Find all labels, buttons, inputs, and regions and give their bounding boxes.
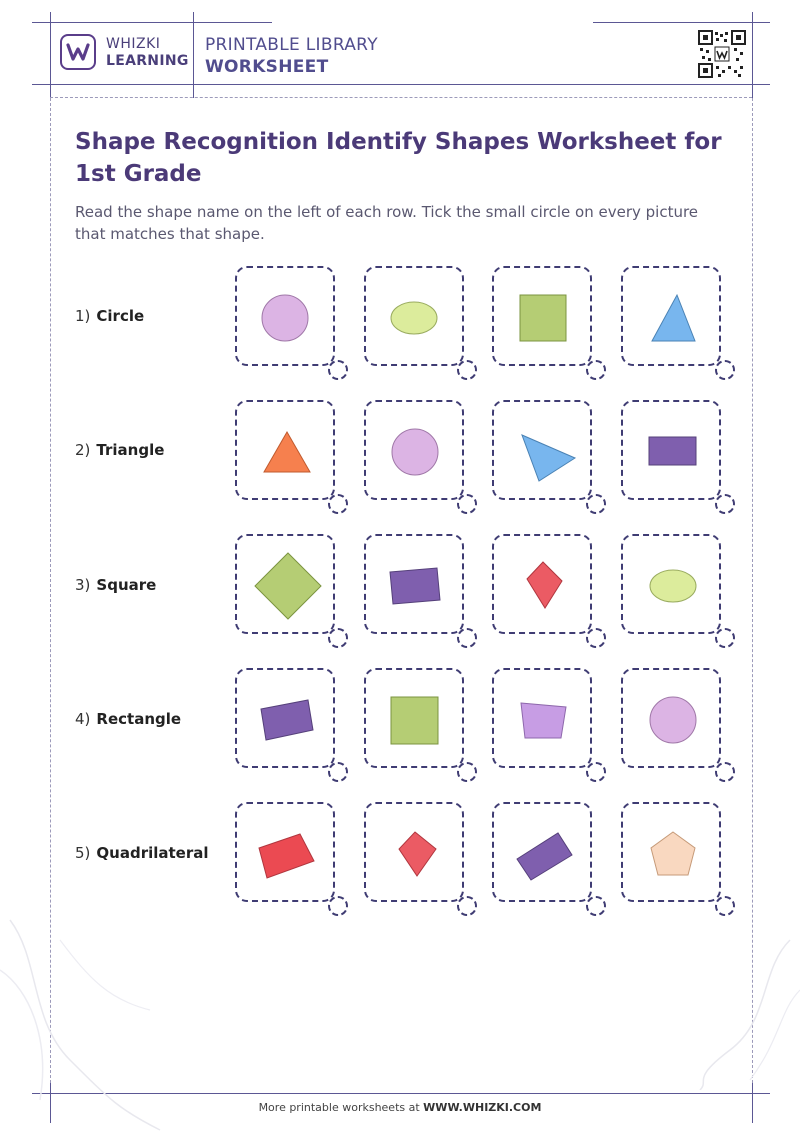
row-number: 2): [75, 441, 91, 459]
row-number: 5): [75, 844, 91, 862]
row-number: 3): [75, 576, 91, 594]
shape-card: [235, 802, 335, 902]
circle-shape-icon: [237, 268, 337, 368]
rectangle-shape-icon: [623, 402, 723, 502]
circle-shape-icon: [366, 402, 466, 502]
shape-card: [492, 266, 592, 366]
shape-card: [235, 266, 335, 366]
w-logo-icon: [60, 34, 96, 70]
footer-site-link[interactable]: WWW.WHIZKI.COM: [423, 1101, 542, 1114]
triangle-shape-icon: [237, 402, 337, 502]
square-shape-icon: [366, 670, 466, 770]
tick-circle[interactable]: [586, 896, 606, 916]
tick-circle[interactable]: [328, 360, 348, 380]
rectangle-shape-icon: [237, 670, 337, 770]
tick-circle[interactable]: [457, 360, 477, 380]
shape-card: [364, 668, 464, 768]
qr-code-icon: [698, 30, 746, 78]
tick-circle[interactable]: [457, 896, 477, 916]
shape-card: [621, 668, 721, 768]
top-dashed-border: [50, 97, 752, 98]
page-title: Shape Recognition Identify Shapes Worksheet for 1st Grade: [75, 129, 722, 187]
triangle-shape-icon: [623, 268, 723, 368]
row-shape-name: Quadrilateral: [96, 844, 209, 862]
tick-circle[interactable]: [715, 360, 735, 380]
tick-circle[interactable]: [328, 494, 348, 514]
circle-shape-icon: [623, 670, 723, 770]
header-right-vertical: [752, 12, 753, 98]
library-label: PRINTABLE LIBRARY: [205, 35, 378, 55]
tick-circle[interactable]: [457, 762, 477, 782]
tick-circle[interactable]: [715, 494, 735, 514]
tick-circle[interactable]: [457, 628, 477, 648]
instructions-text: Read the shape name on the left of each row. Tick the small circle on every picture that matches that shape.: [75, 203, 699, 243]
tick-circle[interactable]: [715, 896, 735, 916]
tick-circle[interactable]: [328, 628, 348, 648]
header-top-line: [32, 22, 272, 23]
kite-shape-icon: [366, 804, 466, 904]
shape-card: [621, 400, 721, 500]
tick-circle[interactable]: [457, 494, 477, 514]
shape-card: [235, 400, 335, 500]
shape-card: [621, 266, 721, 366]
pentagon-shape-icon: [623, 804, 723, 904]
square-shape-icon: [237, 536, 337, 636]
shape-card: [621, 534, 721, 634]
shape-card: [364, 534, 464, 634]
header-top-line-right: [593, 22, 770, 23]
square-shape-icon: [494, 268, 594, 368]
tick-circle[interactable]: [586, 494, 606, 514]
tick-circle[interactable]: [715, 628, 735, 648]
tick-circle[interactable]: [328, 896, 348, 916]
shape-card: [492, 802, 592, 902]
shape-card: [235, 668, 335, 768]
shape-card: [364, 400, 464, 500]
worksheet-label: WORKSHEET: [205, 57, 329, 77]
brand-name-line2: LEARNING: [106, 53, 189, 69]
triangle-shape-icon: [494, 402, 594, 502]
shape-card: [492, 534, 592, 634]
tick-circle[interactable]: [328, 762, 348, 782]
row-label: [75, 576, 156, 594]
quadrilateral-shape-icon: [237, 804, 337, 904]
row-shape-name: Square: [96, 576, 157, 594]
row-number: 4): [75, 710, 91, 728]
row-shape-name: Triangle: [96, 441, 165, 459]
tick-circle[interactable]: [586, 628, 606, 648]
shape-card: [492, 668, 592, 768]
rectangle-shape-icon: [494, 804, 594, 904]
tick-circle[interactable]: [715, 762, 735, 782]
header-divider-vertical: [193, 12, 194, 98]
header-left-vertical: [50, 12, 51, 98]
row-label: [75, 710, 181, 728]
background-doodle-icon: [0, 900, 180, 1132]
footer-prefix: More printable worksheets at: [258, 1101, 420, 1114]
tick-circle[interactable]: [586, 762, 606, 782]
tick-circle[interactable]: [586, 360, 606, 380]
footer-text: [0, 1101, 800, 1114]
row-label: [75, 307, 144, 325]
brand-name-line1: WHIZKI: [106, 36, 161, 52]
row-label: [75, 441, 164, 459]
background-doodle-icon-right: [690, 930, 800, 1090]
ellipse-shape-icon: [366, 268, 466, 368]
kite-shape-icon: [494, 536, 594, 636]
shape-card: [364, 802, 464, 902]
shape-card: [492, 400, 592, 500]
header-bottom-line: [32, 84, 770, 85]
rectangle-shape-icon: [366, 536, 466, 636]
trapezoid-shape-icon: [494, 670, 594, 770]
ellipse-shape-icon: [623, 536, 723, 636]
row-shape-name: Rectangle: [96, 710, 182, 728]
row-label: [75, 844, 209, 862]
shape-card: [621, 802, 721, 902]
row-number: 1): [75, 307, 91, 325]
row-shape-name: Circle: [96, 307, 145, 325]
shape-card: [235, 534, 335, 634]
shape-card: [364, 266, 464, 366]
